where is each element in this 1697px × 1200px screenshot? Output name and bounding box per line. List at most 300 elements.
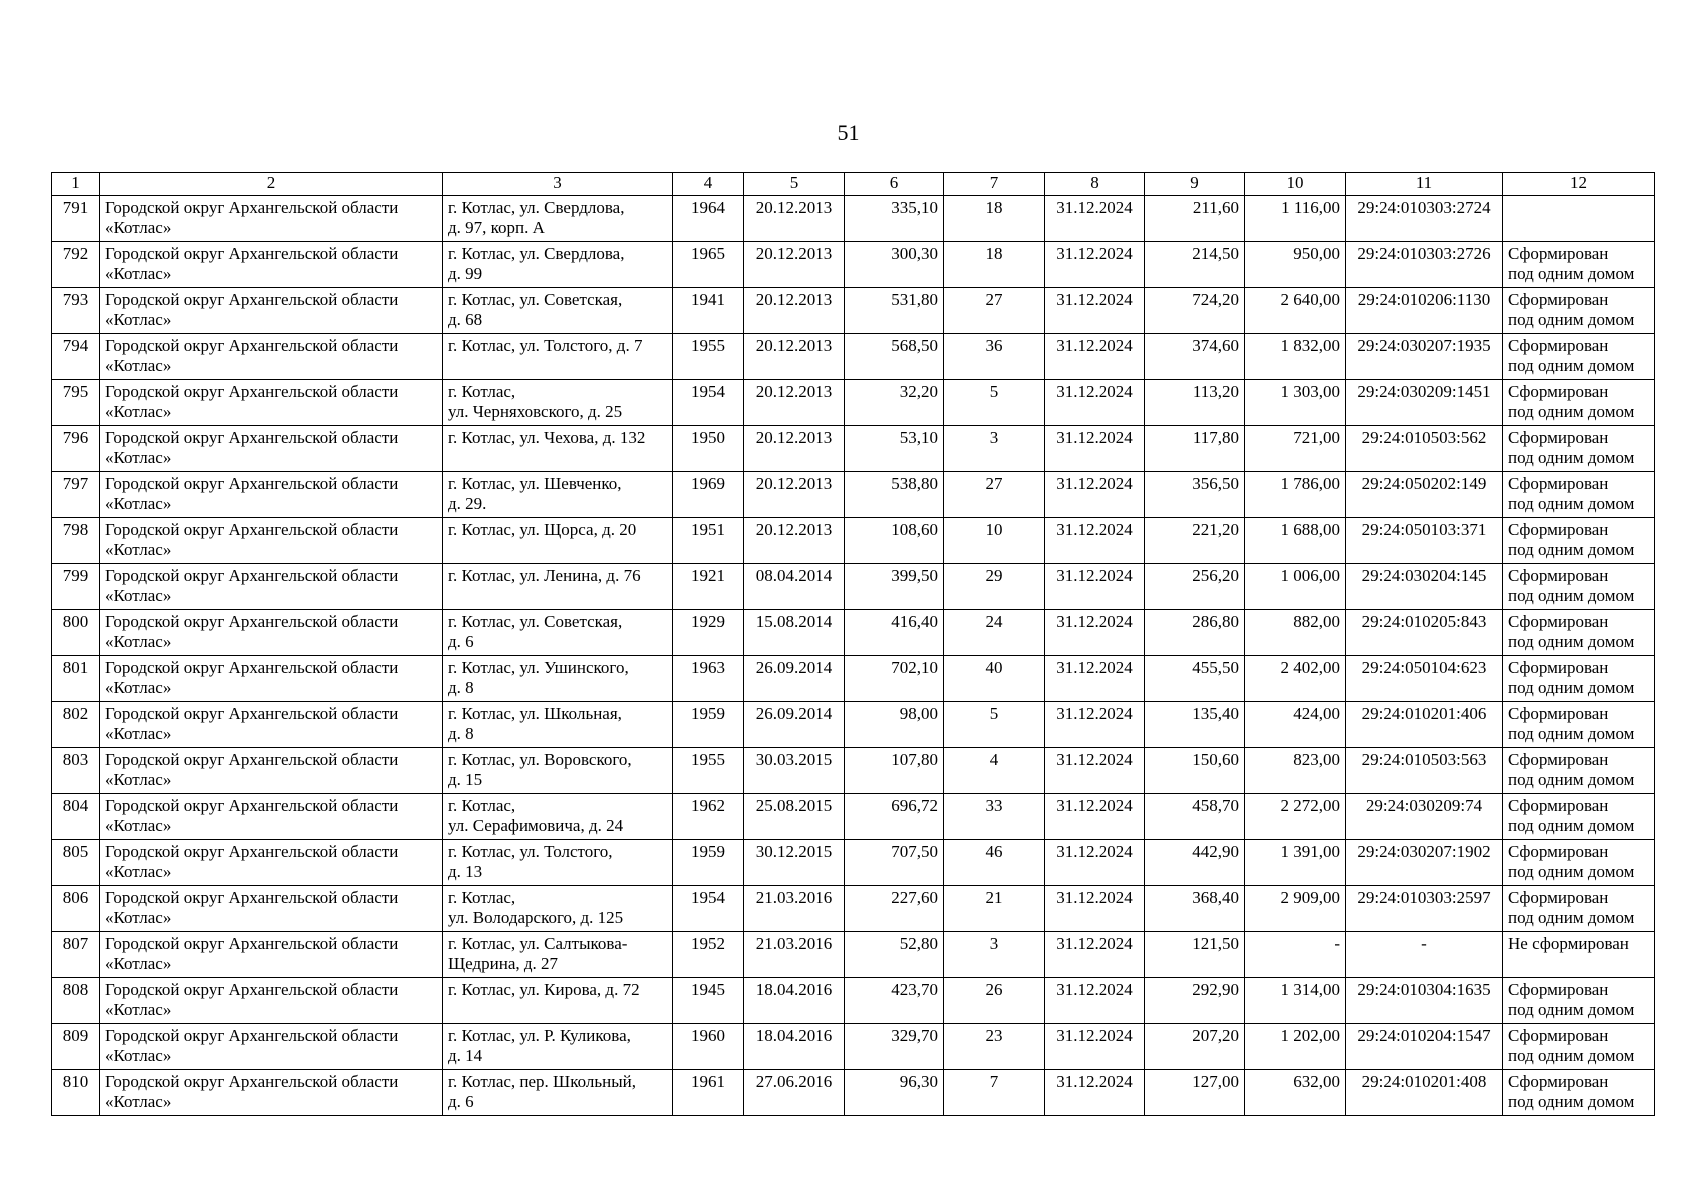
cell-date-8: 31.12.2024	[1045, 886, 1145, 932]
cell-date: 20.12.2013	[744, 426, 845, 472]
cell-owner	[100, 1070, 443, 1116]
cell-value-10: -	[1245, 932, 1346, 978]
cell-date-8: 31.12.2024	[1045, 656, 1145, 702]
cell-address-line: г. Котлас, ул. Чехова, д. 132	[448, 428, 646, 447]
cell-value-9: 207,20	[1145, 1024, 1245, 1070]
table-row	[52, 886, 1655, 932]
table-header	[52, 173, 1655, 196]
cell-value-7: 33	[944, 794, 1045, 840]
cell-value-6: 300,30	[845, 242, 944, 288]
cell-owner	[100, 656, 443, 702]
cell-date: 30.12.2015	[744, 840, 845, 886]
cell-cadastral-number: 29:24:050103:371	[1346, 518, 1503, 564]
cell-owner	[100, 702, 443, 748]
cell-value-6: 423,70	[845, 978, 944, 1024]
cell-address-line: д. 97, корп. А	[448, 218, 545, 237]
column-header: 4	[673, 173, 744, 196]
cell-address	[443, 334, 673, 380]
cell-year: 1921	[673, 564, 744, 610]
cell-row-number: 797	[52, 472, 100, 518]
cell-owner-line: «Котлас»	[105, 954, 172, 973]
cell-value-6: 53,10	[845, 426, 944, 472]
cell-year: 1954	[673, 380, 744, 426]
cell-address-line: г. Котлас, ул. Толстого, д. 7	[448, 336, 643, 355]
cell-address	[443, 702, 673, 748]
cell-cadastral-number: 29:24:010303:2597	[1346, 886, 1503, 932]
cell-status-line: Сформирован	[1508, 1072, 1609, 1091]
cell-value-7: 21	[944, 886, 1045, 932]
cell-value-7: 5	[944, 380, 1045, 426]
cell-address	[443, 932, 673, 978]
cell-year: 1941	[673, 288, 744, 334]
cell-address	[443, 242, 673, 288]
cell-address-line: г. Котлас, ул. Шевченко,	[448, 474, 622, 493]
cell-value-7: 24	[944, 610, 1045, 656]
cell-date-8: 31.12.2024	[1045, 1070, 1145, 1116]
cell-status	[1503, 242, 1655, 288]
cell-address-line: д. 13	[448, 862, 483, 881]
cell-date: 30.03.2015	[744, 748, 845, 794]
cell-owner-line: «Котлас»	[105, 862, 172, 881]
cell-address-line: г. Котлас, ул. Свердлова,	[448, 244, 625, 263]
cell-status-line: Сформирован	[1508, 244, 1609, 263]
cell-owner-line: «Котлас»	[105, 356, 172, 375]
cell-date-8: 31.12.2024	[1045, 564, 1145, 610]
cell-address-line: д. 8	[448, 678, 474, 697]
cell-row-number: 791	[52, 196, 100, 242]
cell-owner-line: Городской округ Архангельской области	[105, 428, 399, 447]
page-number: 51	[837, 120, 860, 145]
table-row	[52, 380, 1655, 426]
cell-value-9: 455,50	[1145, 656, 1245, 702]
cell-address-line: г. Котлас, ул. Воровского,	[448, 750, 632, 769]
cell-row-number: 796	[52, 426, 100, 472]
cell-cadastral-number: 29:24:010303:2724	[1346, 196, 1503, 242]
cell-value-7: 27	[944, 472, 1045, 518]
cell-date: 20.12.2013	[744, 380, 845, 426]
cell-status-line: Сформирован	[1508, 520, 1609, 539]
cell-owner	[100, 610, 443, 656]
cell-row-number: 793	[52, 288, 100, 334]
cell-address-line: г. Котлас, ул. Щорса, д. 20	[448, 520, 637, 539]
cell-date-8: 31.12.2024	[1045, 978, 1145, 1024]
cell-status-line: под одним домом	[1508, 1000, 1635, 1019]
cell-value-7: 46	[944, 840, 1045, 886]
cell-row-number: 804	[52, 794, 100, 840]
cell-value-6: 416,40	[845, 610, 944, 656]
cell-date: 21.03.2016	[744, 886, 845, 932]
cell-address	[443, 426, 673, 472]
cell-value-7: 18	[944, 242, 1045, 288]
cell-year: 1965	[673, 242, 744, 288]
cell-date: 18.04.2016	[744, 1024, 845, 1070]
cell-owner-line: Городской округ Архангельской области	[105, 382, 399, 401]
cell-status-line: Сформирован	[1508, 704, 1609, 723]
cell-year: 1955	[673, 334, 744, 380]
cell-status	[1503, 426, 1655, 472]
cell-address	[443, 794, 673, 840]
cell-address	[443, 288, 673, 334]
cell-status	[1503, 334, 1655, 380]
cell-value-7: 3	[944, 426, 1045, 472]
cell-address-line: Щедрина, д. 27	[448, 954, 559, 973]
cell-owner	[100, 380, 443, 426]
cell-owner-line: «Котлас»	[105, 448, 172, 467]
cell-year: 1962	[673, 794, 744, 840]
cell-year: 1963	[673, 656, 744, 702]
cell-date: 20.12.2013	[744, 472, 845, 518]
cell-value-9: 292,90	[1145, 978, 1245, 1024]
cell-cadastral-number: 29:24:010503:563	[1346, 748, 1503, 794]
cell-cadastral-number: 29:24:050202:149	[1346, 472, 1503, 518]
column-header: 5	[744, 173, 845, 196]
cell-row-number: 794	[52, 334, 100, 380]
table-row	[52, 564, 1655, 610]
cell-date-8: 31.12.2024	[1045, 1024, 1145, 1070]
cell-row-number: 799	[52, 564, 100, 610]
cell-status-line: под одним домом	[1508, 724, 1635, 743]
cell-year: 1959	[673, 702, 744, 748]
cell-value-7: 3	[944, 932, 1045, 978]
column-header: 8	[1045, 173, 1145, 196]
cell-date-8: 31.12.2024	[1045, 794, 1145, 840]
cell-status-line: Сформирован	[1508, 750, 1609, 769]
cell-row-number: 795	[52, 380, 100, 426]
cell-value-10: 1 006,00	[1245, 564, 1346, 610]
cell-date-8: 31.12.2024	[1045, 610, 1145, 656]
table-row	[52, 656, 1655, 702]
cell-owner-line: Городской округ Архангельской области	[105, 750, 399, 769]
cell-status-line: Сформирован	[1508, 290, 1609, 309]
table-row	[52, 978, 1655, 1024]
cell-owner	[100, 242, 443, 288]
cell-cadastral-number: 29:24:010303:2726	[1346, 242, 1503, 288]
cell-owner	[100, 932, 443, 978]
cell-status-line: под одним домом	[1508, 310, 1635, 329]
cell-value-6: 702,10	[845, 656, 944, 702]
cell-value-6: 98,00	[845, 702, 944, 748]
cell-status-line: под одним домом	[1508, 770, 1635, 789]
table-row	[52, 518, 1655, 564]
cell-date: 27.06.2016	[744, 1070, 845, 1116]
column-header: 7	[944, 173, 1045, 196]
cell-status-line: Сформирован	[1508, 612, 1609, 631]
cell-date-8: 31.12.2024	[1045, 196, 1145, 242]
cell-value-10: 1 786,00	[1245, 472, 1346, 518]
cell-owner-line: «Котлас»	[105, 264, 172, 283]
cell-address-line: д. 15	[448, 770, 483, 789]
cell-value-9: 368,40	[1145, 886, 1245, 932]
data-table	[51, 172, 1655, 1116]
cell-value-6: 107,80	[845, 748, 944, 794]
cell-value-9: 724,20	[1145, 288, 1245, 334]
cell-value-7: 29	[944, 564, 1045, 610]
cell-year: 1929	[673, 610, 744, 656]
cell-year: 1969	[673, 472, 744, 518]
cell-status-line: под одним домом	[1508, 402, 1635, 421]
cell-owner-line: «Котлас»	[105, 632, 172, 651]
cell-status-line: под одним домом	[1508, 264, 1635, 283]
table-row	[52, 840, 1655, 886]
cell-address-line: ул. Серафимовича, д. 24	[448, 816, 624, 835]
cell-status-line: под одним домом	[1508, 1046, 1635, 1065]
cell-address-line: г. Котлас, ул. Свердлова,	[448, 198, 625, 217]
cell-cadastral-number: -	[1346, 932, 1503, 978]
cell-address-line: г. Котлас,	[448, 382, 516, 401]
cell-value-9: 117,80	[1145, 426, 1245, 472]
table-row	[52, 932, 1655, 978]
cell-address-line: г. Котлас,	[448, 796, 516, 815]
cell-address-line: г. Котлас, ул. Толстого,	[448, 842, 613, 861]
cell-date: 08.04.2014	[744, 564, 845, 610]
cell-owner-line: «Котлас»	[105, 678, 172, 697]
cell-address-line: г. Котлас, ул. Ушинского,	[448, 658, 629, 677]
cell-cadastral-number: 29:24:050104:623	[1346, 656, 1503, 702]
table-row	[52, 334, 1655, 380]
cell-year: 1954	[673, 886, 744, 932]
cell-date-8: 31.12.2024	[1045, 334, 1145, 380]
cell-date: 15.08.2014	[744, 610, 845, 656]
cell-owner-line: Городской округ Архангельской области	[105, 474, 399, 493]
cell-date: 20.12.2013	[744, 518, 845, 564]
cell-status	[1503, 472, 1655, 518]
table-row	[52, 472, 1655, 518]
cell-row-number: 802	[52, 702, 100, 748]
cell-address	[443, 748, 673, 794]
cell-row-number: 792	[52, 242, 100, 288]
cell-status-line: Сформирован	[1508, 1026, 1609, 1045]
cell-status-line: под одним домом	[1508, 862, 1635, 881]
cell-status-line: под одним домом	[1508, 586, 1635, 605]
cell-address-line: г. Котлас, пер. Школьный,	[448, 1072, 636, 1091]
cell-status-line: под одним домом	[1508, 816, 1635, 835]
cell-status-line: под одним домом	[1508, 632, 1635, 651]
cell-owner-line: «Котлас»	[105, 770, 172, 789]
cell-value-10: 1 688,00	[1245, 518, 1346, 564]
cell-value-6: 329,70	[845, 1024, 944, 1070]
cell-year: 1955	[673, 748, 744, 794]
table-row	[52, 1070, 1655, 1116]
cell-address	[443, 1024, 673, 1070]
cell-value-9: 135,40	[1145, 702, 1245, 748]
cell-value-9: 286,80	[1145, 610, 1245, 656]
header-row	[52, 173, 1655, 196]
cell-cadastral-number: 29:24:010204:1547	[1346, 1024, 1503, 1070]
cell-status-line: под одним домом	[1508, 678, 1635, 697]
cell-row-number: 806	[52, 886, 100, 932]
cell-value-10: 2 272,00	[1245, 794, 1346, 840]
cell-value-6: 531,80	[845, 288, 944, 334]
cell-date: 25.08.2015	[744, 794, 845, 840]
cell-value-10: 1 303,00	[1245, 380, 1346, 426]
cell-cadastral-number: 29:24:010201:408	[1346, 1070, 1503, 1116]
cell-status-line: Сформирован	[1508, 796, 1609, 815]
cell-status-line: Сформирован	[1508, 888, 1609, 907]
cell-owner-line: Городской округ Архангельской области	[105, 658, 399, 677]
table-row	[52, 242, 1655, 288]
cell-address	[443, 472, 673, 518]
cell-owner-line: «Котлас»	[105, 724, 172, 743]
cell-value-6: 335,10	[845, 196, 944, 242]
cell-status-line: Сформирован	[1508, 980, 1609, 999]
cell-date-8: 31.12.2024	[1045, 288, 1145, 334]
cell-date: 26.09.2014	[744, 656, 845, 702]
cell-date: 18.04.2016	[744, 978, 845, 1024]
cell-value-10: 424,00	[1245, 702, 1346, 748]
cell-cadastral-number: 29:24:010503:562	[1346, 426, 1503, 472]
cell-status	[1503, 1024, 1655, 1070]
cell-year: 1960	[673, 1024, 744, 1070]
cell-status-line: Сформирован	[1508, 474, 1609, 493]
cell-value-10: 823,00	[1245, 748, 1346, 794]
cell-cadastral-number: 29:24:030207:1935	[1346, 334, 1503, 380]
cell-address-line: г. Котлас, ул. Школьная,	[448, 704, 622, 723]
cell-address	[443, 886, 673, 932]
cell-owner	[100, 564, 443, 610]
cell-value-10: 1 832,00	[1245, 334, 1346, 380]
cell-value-7: 7	[944, 1070, 1045, 1116]
cell-cadastral-number: 29:24:010304:1635	[1346, 978, 1503, 1024]
cell-owner-line: «Котлас»	[105, 908, 172, 927]
cell-value-6: 96,30	[845, 1070, 944, 1116]
cell-value-6: 108,60	[845, 518, 944, 564]
cell-status-line: Сформирован	[1508, 382, 1609, 401]
cell-row-number: 801	[52, 656, 100, 702]
cell-status-line: Сформирован	[1508, 428, 1609, 447]
cell-owner-line: Городской округ Архангельской области	[105, 796, 399, 815]
cell-address-line: д. 99	[448, 264, 483, 283]
cell-year: 1959	[673, 840, 744, 886]
cell-address-line: г. Котлас,	[448, 888, 516, 907]
cell-owner-line: Городской округ Архангельской области	[105, 1072, 399, 1091]
cell-value-9: 127,00	[1145, 1070, 1245, 1116]
column-header: 3	[443, 173, 673, 196]
cell-status-line: под одним домом	[1508, 356, 1635, 375]
cell-owner-line: «Котлас»	[105, 586, 172, 605]
cell-value-9: 221,20	[1145, 518, 1245, 564]
cell-status	[1503, 932, 1655, 978]
cell-owner	[100, 978, 443, 1024]
cell-value-9: 374,60	[1145, 334, 1245, 380]
cell-row-number: 809	[52, 1024, 100, 1070]
cell-value-9: 256,20	[1145, 564, 1245, 610]
cell-row-number: 805	[52, 840, 100, 886]
column-header: 2	[100, 173, 443, 196]
table-row	[52, 748, 1655, 794]
cell-date-8: 31.12.2024	[1045, 380, 1145, 426]
column-header: 9	[1145, 173, 1245, 196]
cell-row-number: 807	[52, 932, 100, 978]
cell-address-line: д. 29.	[448, 494, 487, 513]
cell-year: 1952	[673, 932, 744, 978]
cell-owner-line: Городской округ Архангельской области	[105, 980, 399, 999]
cell-value-7: 18	[944, 196, 1045, 242]
cell-address-line: г. Котлас, ул. Советская,	[448, 612, 623, 631]
cell-value-10: 1 116,00	[1245, 196, 1346, 242]
cell-owner-line: «Котлас»	[105, 1000, 172, 1019]
cell-address	[443, 380, 673, 426]
cell-date: 20.12.2013	[744, 196, 845, 242]
cell-address-line: г. Котлас, ул. Салтыкова-	[448, 934, 628, 953]
cell-address	[443, 840, 673, 886]
cell-value-7: 23	[944, 1024, 1045, 1070]
cell-owner-line: «Котлас»	[105, 1046, 172, 1065]
column-header: 11	[1346, 173, 1503, 196]
cell-value-9: 150,60	[1145, 748, 1245, 794]
cell-value-6: 568,50	[845, 334, 944, 380]
cell-status-line: под одним домом	[1508, 1092, 1635, 1111]
cell-address	[443, 196, 673, 242]
cell-value-6: 52,80	[845, 932, 944, 978]
cell-value-7: 4	[944, 748, 1045, 794]
table-row	[52, 794, 1655, 840]
cell-owner-line: Городской округ Архангельской области	[105, 290, 399, 309]
cell-row-number: 808	[52, 978, 100, 1024]
cell-value-9: 442,90	[1145, 840, 1245, 886]
cell-cadastral-number: 29:24:010206:1130	[1346, 288, 1503, 334]
cell-owner-line: Городской округ Архангельской области	[105, 842, 399, 861]
cell-value-10: 2 402,00	[1245, 656, 1346, 702]
cell-status	[1503, 978, 1655, 1024]
cell-value-6: 538,80	[845, 472, 944, 518]
cell-cadastral-number: 29:24:030209:74	[1346, 794, 1503, 840]
cell-address-line: г. Котлас, ул. Ленина, д. 76	[448, 566, 641, 585]
cell-value-10: 632,00	[1245, 1070, 1346, 1116]
cell-date: 26.09.2014	[744, 702, 845, 748]
cell-date-8: 31.12.2024	[1045, 748, 1145, 794]
cell-status-line: Не сформирован	[1508, 934, 1629, 953]
cell-address	[443, 518, 673, 564]
cell-year: 1961	[673, 1070, 744, 1116]
cell-date-8: 31.12.2024	[1045, 702, 1145, 748]
cell-value-9: 121,50	[1145, 932, 1245, 978]
cell-value-9: 214,50	[1145, 242, 1245, 288]
table-row	[52, 610, 1655, 656]
cell-status-line: под одним домом	[1508, 540, 1635, 559]
cell-address	[443, 610, 673, 656]
column-header: 1	[52, 173, 100, 196]
cell-status-line: под одним домом	[1508, 448, 1635, 467]
cell-value-6: 227,60	[845, 886, 944, 932]
cell-year: 1950	[673, 426, 744, 472]
table-row	[52, 1024, 1655, 1070]
cell-row-number: 800	[52, 610, 100, 656]
cell-date-8: 31.12.2024	[1045, 840, 1145, 886]
cell-owner	[100, 840, 443, 886]
cell-date-8: 31.12.2024	[1045, 932, 1145, 978]
cell-date: 20.12.2013	[744, 334, 845, 380]
cell-address-line: д. 6	[448, 632, 474, 651]
cell-status	[1503, 288, 1655, 334]
cell-value-9: 356,50	[1145, 472, 1245, 518]
cell-value-6: 707,50	[845, 840, 944, 886]
cell-date-8: 31.12.2024	[1045, 518, 1145, 564]
cell-owner-line: Городской округ Архангельской области	[105, 520, 399, 539]
cell-status-line: Сформирован	[1508, 658, 1609, 677]
cell-value-10: 721,00	[1245, 426, 1346, 472]
table-row	[52, 702, 1655, 748]
cell-value-10: 1 314,00	[1245, 978, 1346, 1024]
cell-address-line: д. 14	[448, 1046, 483, 1065]
cell-value-7: 5	[944, 702, 1045, 748]
cell-status	[1503, 196, 1655, 242]
cell-owner-line: Городской округ Архангельской области	[105, 336, 399, 355]
cell-value-9: 113,20	[1145, 380, 1245, 426]
cell-cadastral-number: 29:24:030204:145	[1346, 564, 1503, 610]
cell-owner-line: «Котлас»	[105, 218, 172, 237]
cell-owner	[100, 748, 443, 794]
cell-cadastral-number: 29:24:010205:843	[1346, 610, 1503, 656]
